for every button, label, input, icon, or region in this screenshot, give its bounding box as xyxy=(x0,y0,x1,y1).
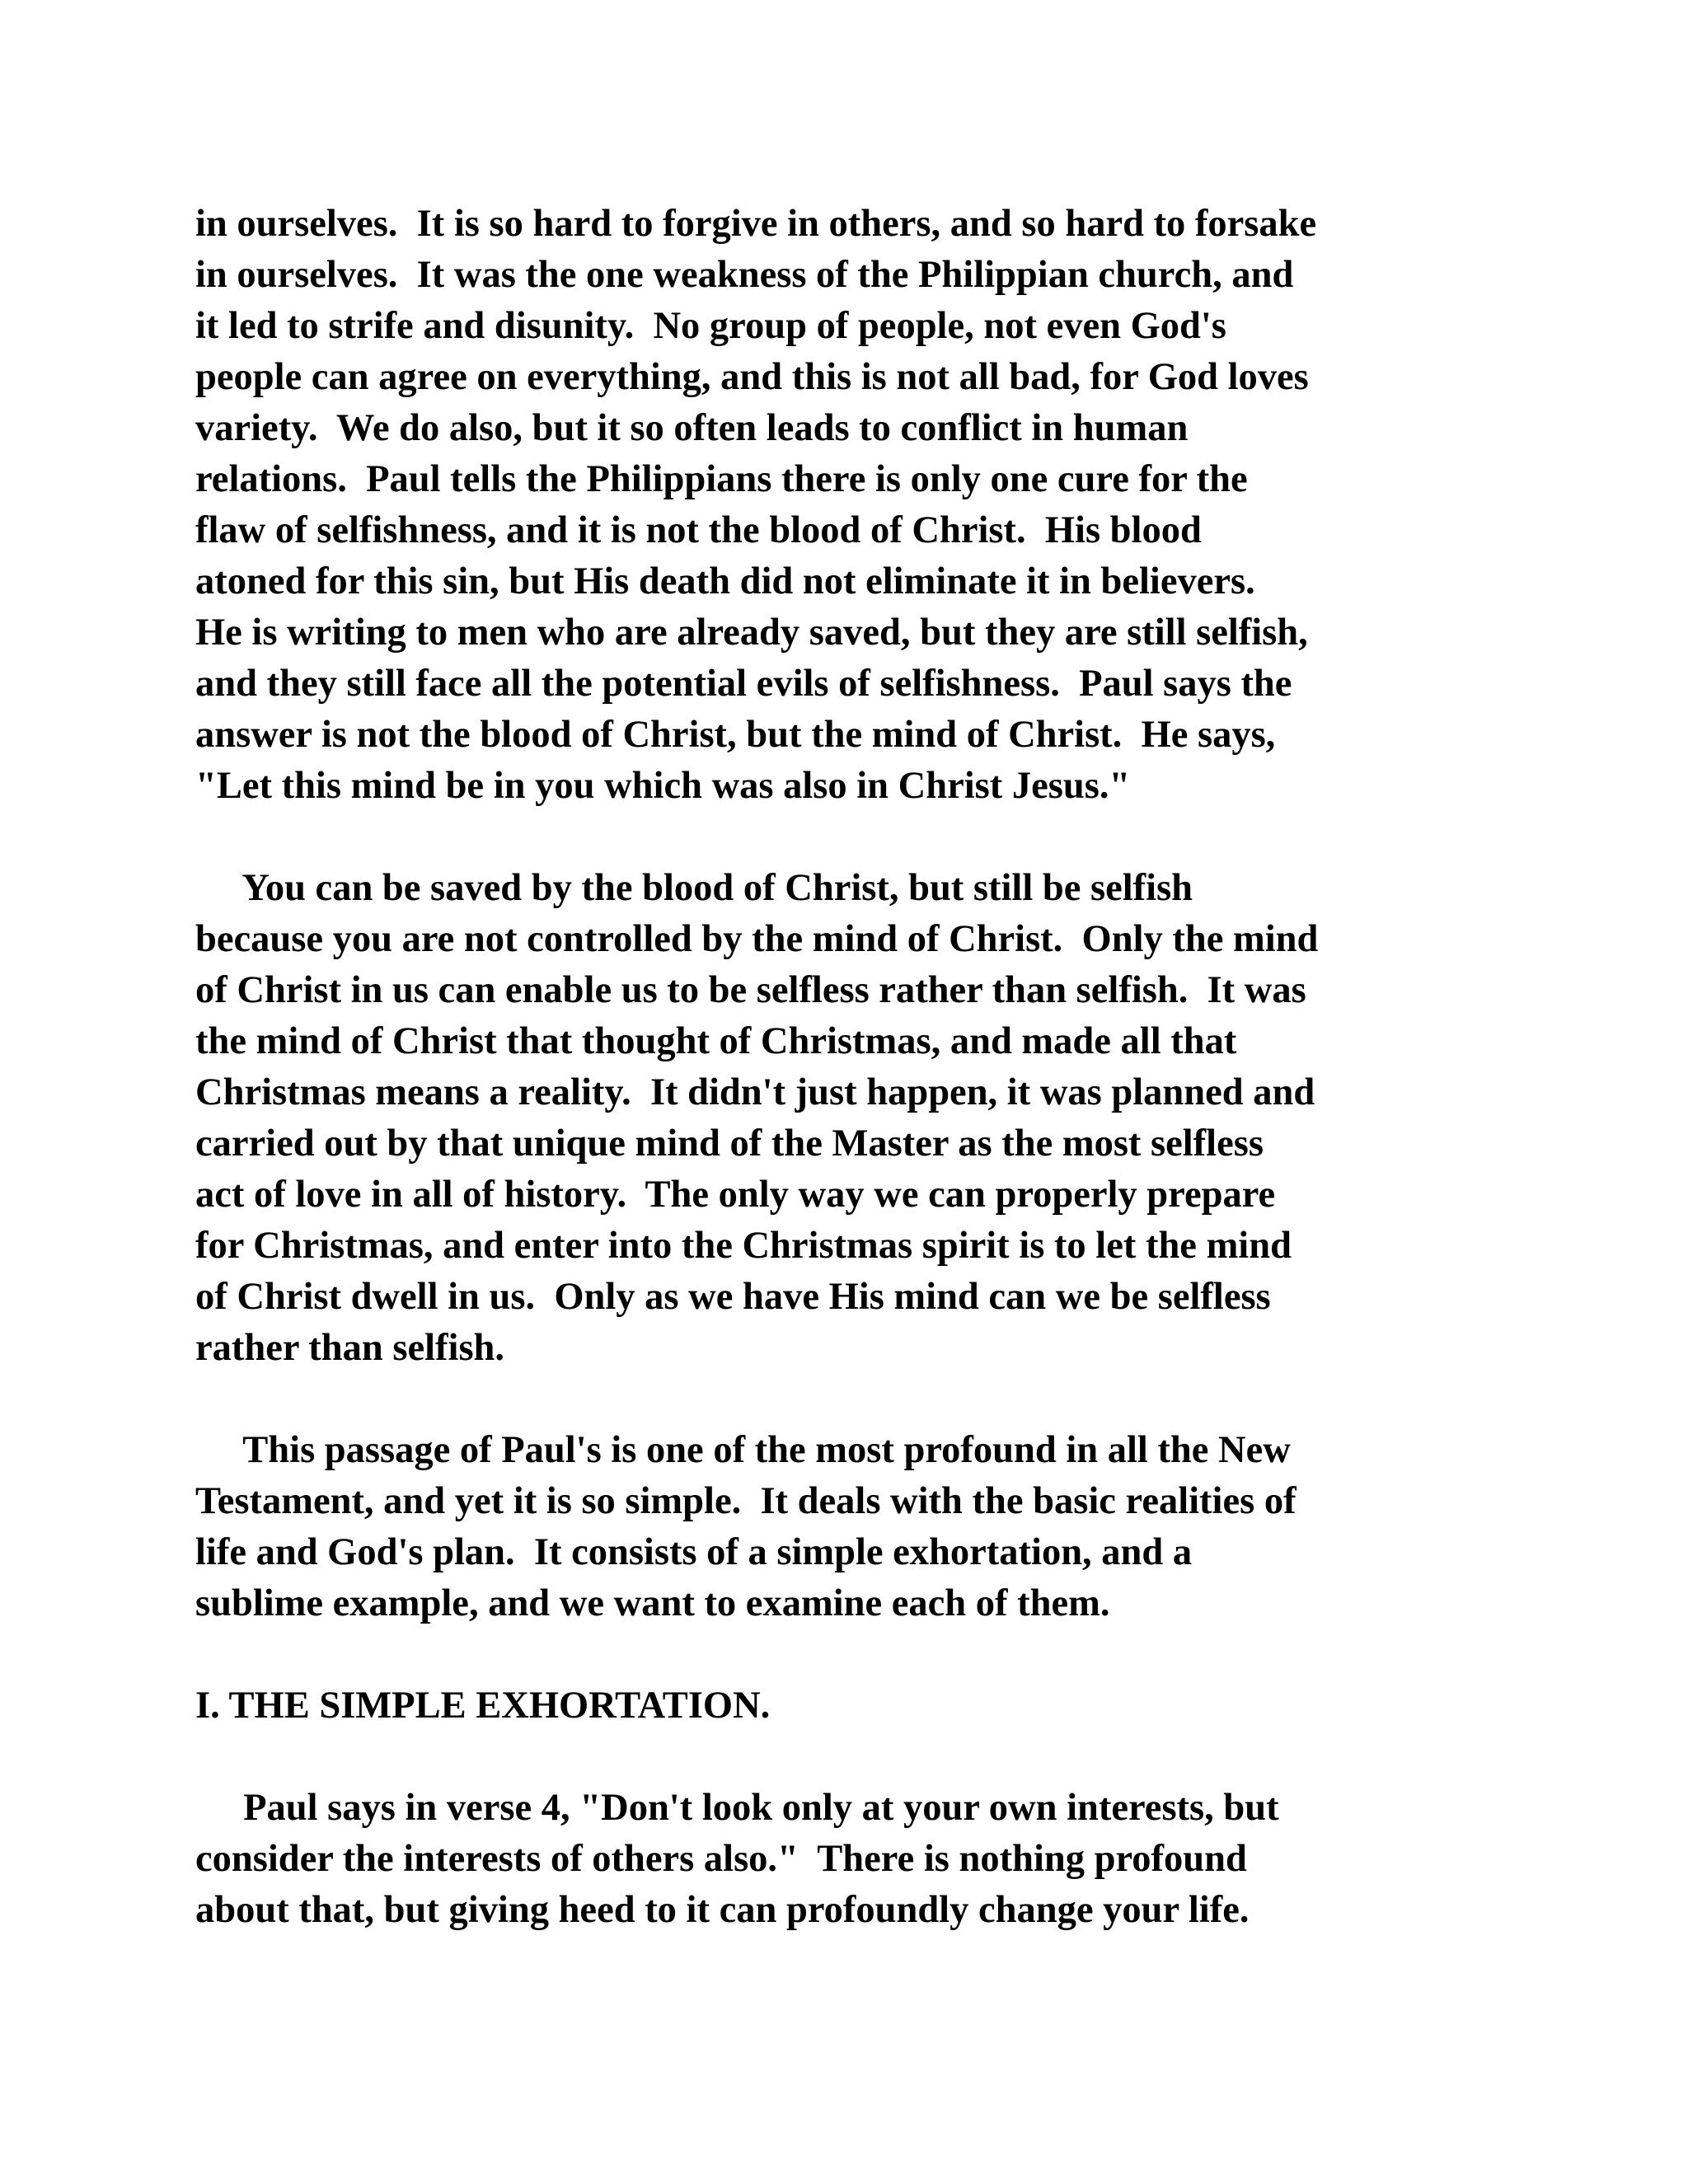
text-line: the mind of Christ that thought of Christmas, and made all that xyxy=(195,1020,1237,1062)
text-line: Christmas means a reality. It didn't just happen, it was planned and xyxy=(195,1071,1315,1113)
paragraph-spacer xyxy=(195,812,1547,863)
text-line: "Let this mind be in you which was also in Christ Jesus." xyxy=(195,765,1131,807)
text-line: This passage of Paul's is one of the most profound in all the New xyxy=(195,1429,1291,1471)
text-line: atoned for this sin, but His death did not eliminate it in believers. xyxy=(195,560,1255,602)
text-line: it led to strife and disunity. No group of people, not even God's xyxy=(195,305,1226,347)
text-line: and they still face all the potential evils of selfishness. Paul says the xyxy=(195,663,1292,705)
text-line: because you are not controlled by the mind of Christ. Only the mind xyxy=(195,918,1319,960)
paragraph-1 xyxy=(195,199,1547,812)
paragraph-4 xyxy=(195,1783,1547,1936)
text-line: carried out by that unique mind of the Master as the most selfless xyxy=(195,1122,1264,1165)
text-line: flaw of selfishness, and it is not the blood of Christ. His blood xyxy=(195,509,1202,551)
text-line: relations. Paul tells the Philippians there is only one cure for the xyxy=(195,458,1248,500)
text-line: people can agree on everything, and this is not all bad, for God loves xyxy=(195,356,1309,398)
paragraph-spacer xyxy=(195,1374,1547,1425)
text-line: answer is not the blood of Christ, but the mind of Christ. He says, xyxy=(195,714,1276,756)
document-body xyxy=(195,199,1547,1936)
paragraph-spacer xyxy=(195,1629,1547,1680)
text-line: for Christmas, and enter into the Christmas spirit is to let the mind xyxy=(195,1225,1292,1267)
text-line: variety. We do also, but it so often leads to conflict in human xyxy=(195,407,1189,449)
text-line: of Christ dwell in us. Only as we have His mind can we be selfless xyxy=(195,1276,1271,1318)
text-line: life and God's plan. It consists of a simple exhortation, and a xyxy=(195,1531,1193,1573)
text-line: You can be saved by the blood of Christ, but still be selfish xyxy=(195,867,1193,909)
text-line: consider the interests of others also." There is nothing profound xyxy=(195,1838,1247,1880)
text-line: He is writing to men who are already saved, but they are still selfish, xyxy=(195,612,1308,654)
text-line: sublime example, and we want to examine each of them. xyxy=(195,1582,1110,1624)
text-line: rather than selfish. xyxy=(195,1327,505,1369)
paragraph-spacer xyxy=(195,1732,1547,1783)
text-line: in ourselves. It was the one weakness of the Philippian church, and xyxy=(195,254,1294,296)
text-line: about that, but giving heed to it can profoundly change your life. xyxy=(195,1889,1250,1931)
text-line: in ourselves. It is so hard to forgive in others, and so hard to forsake xyxy=(195,203,1317,245)
paragraph-3 xyxy=(195,1425,1547,1629)
text-line: act of love in all of history. The only way we can properly prepare xyxy=(195,1174,1276,1216)
text-line: Paul says in verse 4, "Don't look only at your own interests, but xyxy=(195,1787,1279,1829)
text-line: Testament, and yet it is so simple. It deals with the basic realities of xyxy=(195,1480,1296,1522)
paragraph-2 xyxy=(195,863,1547,1374)
text-line: of Christ in us can enable us to be selfless rather than selfish. It was xyxy=(195,969,1306,1011)
section-heading: I. THE SIMPLE EXHORTATION. xyxy=(195,1685,771,1727)
